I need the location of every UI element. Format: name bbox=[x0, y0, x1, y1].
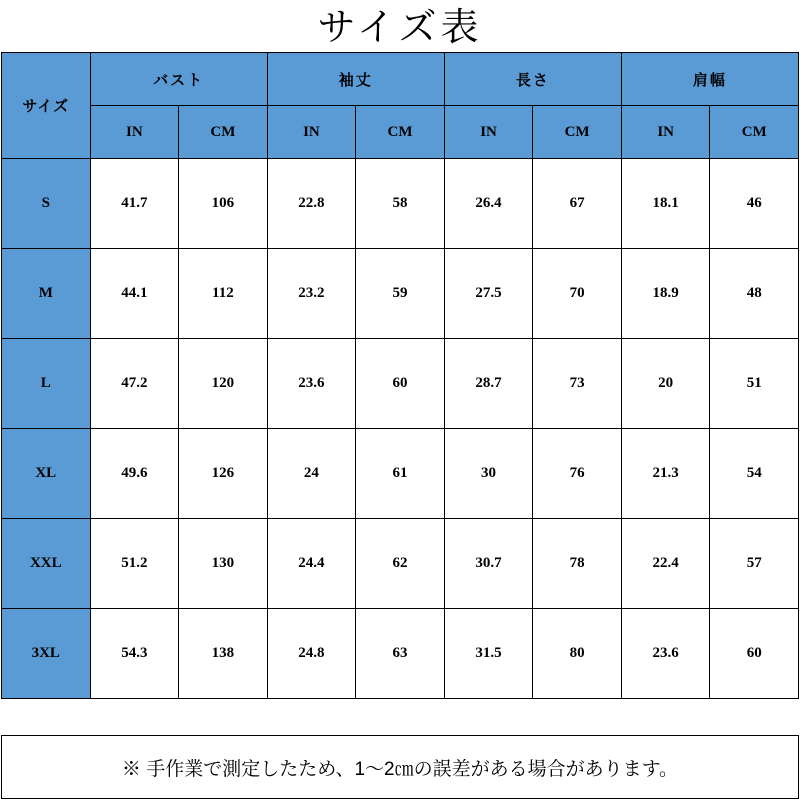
table-row bbox=[2, 159, 799, 249]
header-unit-length-in: IN bbox=[444, 106, 533, 159]
measurement-note: ※ 手作業で測定したため、1〜2㎝の誤差がある場合があります。 bbox=[1, 735, 799, 799]
cell-length-in: 27.5 bbox=[444, 249, 533, 339]
cell-bust-in: 44.1 bbox=[90, 249, 179, 339]
cell-bust-in: 49.6 bbox=[90, 429, 179, 519]
table-header-row-units bbox=[2, 106, 799, 159]
cell-bust-cm: 106 bbox=[179, 159, 268, 249]
cell-shoulder-cm: 57 bbox=[710, 519, 799, 609]
cell-sleeve-cm: 58 bbox=[356, 159, 445, 249]
header-unit-sleeve-cm: CM bbox=[356, 106, 445, 159]
row-size-label: L bbox=[2, 339, 91, 429]
cell-bust-cm: 126 bbox=[179, 429, 268, 519]
cell-sleeve-in: 24.8 bbox=[267, 609, 356, 699]
row-size-label: M bbox=[2, 249, 91, 339]
header-size: サイズ bbox=[2, 53, 91, 159]
cell-length-cm: 80 bbox=[533, 609, 622, 699]
cell-shoulder-cm: 48 bbox=[710, 249, 799, 339]
cell-shoulder-cm: 54 bbox=[710, 429, 799, 519]
header-group-length: 長さ bbox=[444, 53, 621, 106]
cell-sleeve-cm: 61 bbox=[356, 429, 445, 519]
table-row bbox=[2, 249, 799, 339]
cell-sleeve-in: 22.8 bbox=[267, 159, 356, 249]
cell-sleeve-cm: 63 bbox=[356, 609, 445, 699]
size-table bbox=[1, 52, 799, 699]
page-title: サイズ表 bbox=[317, 7, 483, 49]
cell-length-cm: 76 bbox=[533, 429, 622, 519]
cell-sleeve-cm: 60 bbox=[356, 339, 445, 429]
table-header-row-groups bbox=[2, 53, 799, 106]
cell-length-cm: 78 bbox=[533, 519, 622, 609]
cell-bust-in: 41.7 bbox=[90, 159, 179, 249]
cell-length-in: 30.7 bbox=[444, 519, 533, 609]
cell-bust-in: 54.3 bbox=[90, 609, 179, 699]
cell-shoulder-in: 21.3 bbox=[621, 429, 710, 519]
cell-shoulder-in: 23.6 bbox=[621, 609, 710, 699]
cell-sleeve-in: 23.6 bbox=[267, 339, 356, 429]
header-unit-sleeve-in: IN bbox=[267, 106, 356, 159]
header-group-bust: バスト bbox=[90, 53, 267, 106]
cell-shoulder-cm: 46 bbox=[710, 159, 799, 249]
cell-sleeve-in: 23.2 bbox=[267, 249, 356, 339]
cell-shoulder-in: 18.9 bbox=[621, 249, 710, 339]
table-row bbox=[2, 429, 799, 519]
cell-bust-cm: 120 bbox=[179, 339, 268, 429]
row-size-label: S bbox=[2, 159, 91, 249]
row-size-label: 3XL bbox=[2, 609, 91, 699]
cell-shoulder-in: 22.4 bbox=[621, 519, 710, 609]
cell-shoulder-in: 18.1 bbox=[621, 159, 710, 249]
cell-bust-cm: 112 bbox=[179, 249, 268, 339]
header-unit-length-cm: CM bbox=[533, 106, 622, 159]
cell-bust-cm: 138 bbox=[179, 609, 268, 699]
row-size-label: XL bbox=[2, 429, 91, 519]
table-row bbox=[2, 339, 799, 429]
cell-sleeve-cm: 62 bbox=[356, 519, 445, 609]
header-unit-shoulder-cm: CM bbox=[710, 106, 799, 159]
cell-shoulder-cm: 60 bbox=[710, 609, 799, 699]
header-group-sleeve: 袖丈 bbox=[267, 53, 444, 106]
cell-shoulder-in: 20 bbox=[621, 339, 710, 429]
cell-bust-cm: 130 bbox=[179, 519, 268, 609]
cell-length-in: 26.4 bbox=[444, 159, 533, 249]
row-size-label: XXL bbox=[2, 519, 91, 609]
cell-shoulder-cm: 51 bbox=[710, 339, 799, 429]
table-row bbox=[2, 519, 799, 609]
header-unit-bust-cm: CM bbox=[179, 106, 268, 159]
cell-length-in: 30 bbox=[444, 429, 533, 519]
cell-length-cm: 67 bbox=[533, 159, 622, 249]
cell-bust-in: 47.2 bbox=[90, 339, 179, 429]
table-row bbox=[2, 609, 799, 699]
cell-length-cm: 70 bbox=[533, 249, 622, 339]
cell-bust-in: 51.2 bbox=[90, 519, 179, 609]
header-group-shoulder: 肩幅 bbox=[621, 53, 798, 106]
header-unit-bust-in: IN bbox=[90, 106, 179, 159]
cell-sleeve-in: 24.4 bbox=[267, 519, 356, 609]
cell-length-in: 28.7 bbox=[444, 339, 533, 429]
cell-length-in: 31.5 bbox=[444, 609, 533, 699]
cell-sleeve-cm: 59 bbox=[356, 249, 445, 339]
header-unit-shoulder-in: IN bbox=[621, 106, 710, 159]
cell-length-cm: 73 bbox=[533, 339, 622, 429]
cell-sleeve-in: 24 bbox=[267, 429, 356, 519]
